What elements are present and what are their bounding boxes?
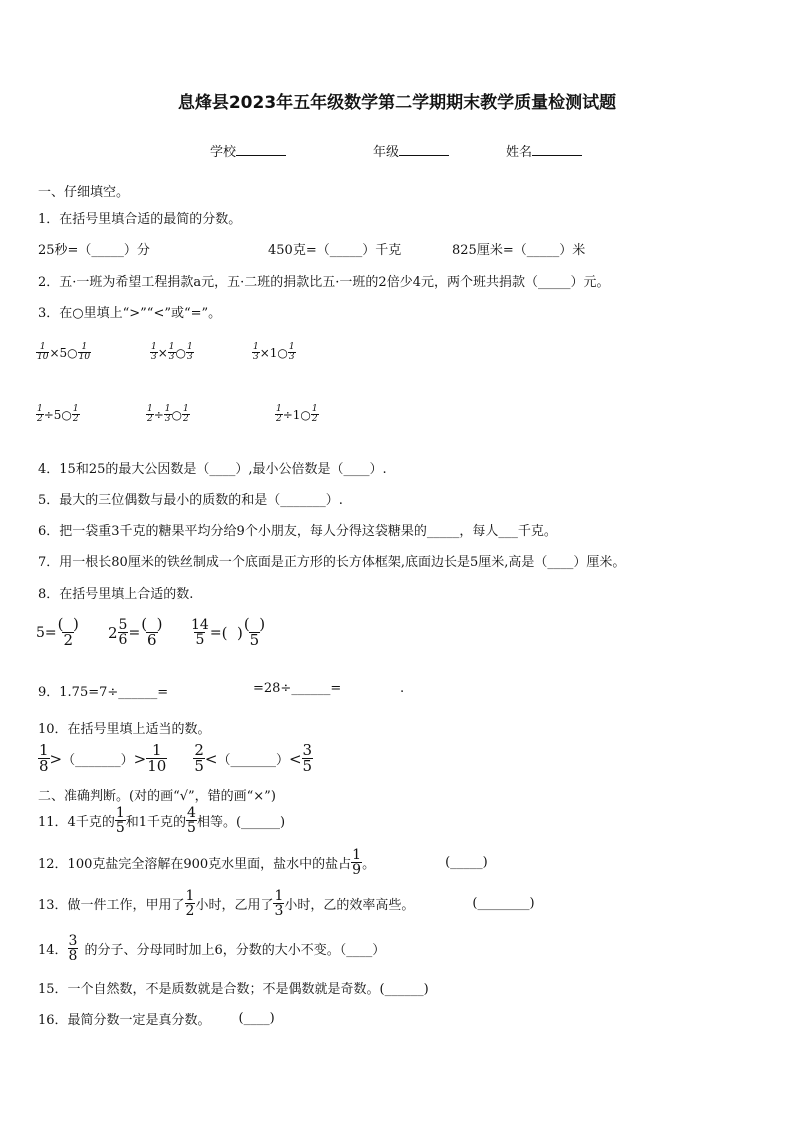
page-title: 息烽县2023年五年级数学第二学期期末教学质量检测试题 bbox=[177, 93, 617, 113]
question-2: 2．五·一班为希望工程捐款a元，五·二班的捐款比五·一班的2倍少4元，两个班共捐款（_____）元。 bbox=[38, 275, 610, 290]
question-8: 8．在括号里填上合适的数. bbox=[38, 587, 194, 602]
q3-item-5: $\frac{1}{2}$ ÷ $\frac{1}{3}$ ○ $\frac{1}{2}$ bbox=[147, 404, 189, 424]
question-4: 4．15和25的最大公因数是（____）,最小公倍数是（____）. bbox=[38, 462, 387, 477]
section-2-heading: 二、准确判断。(对的画“√”，错的画“×”) bbox=[38, 789, 276, 804]
question-13: 13．做一件工作，甲用了 $\frac{1}{2}$ 小时，乙用了 $\frac{1}{3}$ 小时，乙的效率高些。 (________) bbox=[38, 888, 535, 919]
question-6: 6．把一袋重3千克的糖果平均分给9个小朋友，每人分得这袋糖果的_____，每人___千克。 bbox=[38, 524, 557, 539]
question-15: 15．一个自然数，不是质数就是合数；不是偶数就是奇数。(______) bbox=[38, 982, 429, 997]
question-9b: =28÷______= bbox=[253, 681, 342, 696]
q3-item-1: $\frac{1}{10}$ ×5○ $\frac{1}{10}$ bbox=[37, 342, 91, 362]
question-12: 12．100克盐完全溶解在900克水里面，盐水中的盐占 $\frac{1}{9}$ 。 (_____) bbox=[38, 847, 488, 878]
question-16: 16．最简分数一定是真分数。 (____) bbox=[38, 1011, 275, 1028]
name-field: 姓名 bbox=[506, 141, 582, 160]
question-3: 3．在○里填上“>”“<”或“=”。 bbox=[38, 306, 222, 321]
q8-eq-c: $\frac{14}{5}$ = ( ) $\frac{( )}{5}$ bbox=[191, 615, 266, 649]
question-1b: 450克=（_____）千克 bbox=[268, 243, 402, 258]
q8-eq-a: 5= $\frac{( )}{2}$ bbox=[36, 615, 79, 649]
section-1-heading: 一、仔细填空。 bbox=[38, 185, 130, 200]
question-9c: . bbox=[400, 681, 405, 696]
q3-item-6: $\frac{1}{2}$ ÷1○ $\frac{1}{2}$ bbox=[276, 404, 318, 424]
q3-item-3: $\frac{1}{3}$ ×1○ $\frac{1}{3}$ bbox=[253, 342, 295, 362]
grade-field: 年级 bbox=[373, 141, 449, 160]
school-field: 学校 bbox=[210, 141, 286, 160]
question-1: 1．在括号里填合适的最简的分数。 bbox=[38, 212, 242, 227]
question-7: 7．用一根长80厘米的铁丝制成一个底面是正方形的长方体框架,底面边长是5厘米,高是（____）厘米。 bbox=[38, 555, 626, 570]
q10-inequality: $\frac{1}{8}$ > （_______） > $\frac{1}{10}$ $\frac{2}{5}$ < （_______） < $\frac{3}{5}$ bbox=[39, 741, 313, 775]
question-11: 11．4千克的 $\frac{1}{5}$ 和1千克的 $\frac{4}{5}$ 相等。(______) bbox=[38, 805, 286, 836]
question-5: 5．最大的三位偶数与最小的质数的和是（_______）. bbox=[38, 493, 343, 508]
question-14: 14． $\frac{3}{8}$ 的分子、分母同时加上6，分数的大小不变。（____） bbox=[38, 933, 386, 964]
question-1a: 25秒=（_____）分 bbox=[38, 243, 150, 258]
question-10: 10．在括号里填上适当的数。 bbox=[38, 722, 211, 737]
q3-item-2: $\frac{1}{3}$ × $\frac{1}{3}$ ○ $\frac{1}{3}$ bbox=[151, 342, 193, 362]
question-9a: 9．1.75=7÷______= bbox=[38, 685, 169, 700]
q8-eq-b: 2 $\frac{5}{6}$ = $\frac{( )}{6}$ bbox=[108, 615, 163, 649]
question-1c: 825厘米=（_____）米 bbox=[452, 243, 586, 258]
q3-item-4: $\frac{1}{2}$ ÷5○ $\frac{1}{2}$ bbox=[37, 404, 79, 424]
